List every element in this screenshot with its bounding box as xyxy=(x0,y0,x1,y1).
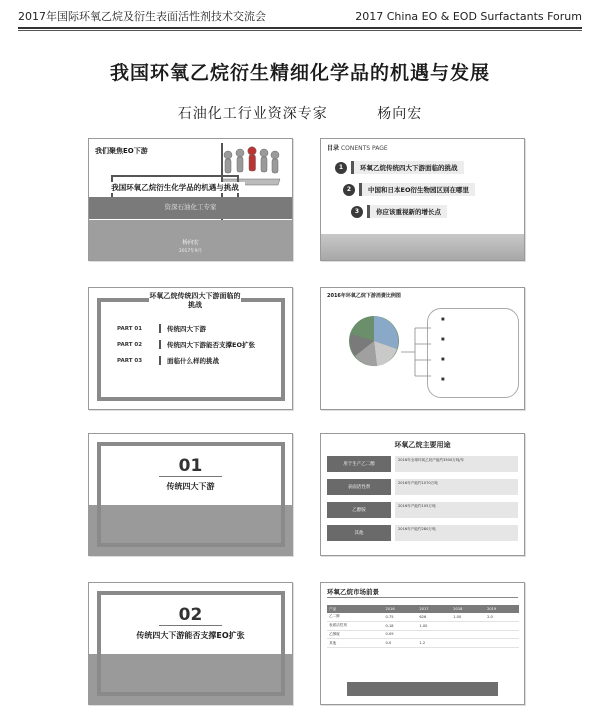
table-cell xyxy=(417,630,451,639)
table-cell xyxy=(451,639,485,648)
header-rule-thin xyxy=(18,30,582,31)
use-row xyxy=(327,525,518,541)
part-row xyxy=(117,340,255,349)
slide-market-outlook xyxy=(320,582,525,705)
item-text: 你应该重视新的增长点 xyxy=(367,205,447,218)
slide-consumption-chart xyxy=(320,287,525,410)
header-right: 2017 China EO & EOD Surfactants Forum xyxy=(355,9,582,23)
page-header xyxy=(18,6,582,26)
part-row xyxy=(117,324,206,333)
table-cell: 0.09 xyxy=(384,630,418,639)
note-band xyxy=(347,682,498,696)
column-header: 2018 xyxy=(451,605,485,613)
legend-box-item: ■ xyxy=(441,376,445,381)
table-cell xyxy=(485,621,519,630)
legend-box-item: ■ xyxy=(441,336,445,341)
table-cell: 1.00 xyxy=(417,621,451,630)
section-rule xyxy=(159,476,222,477)
contents-heading xyxy=(327,143,388,152)
header-rule xyxy=(18,27,582,29)
table-cell: 其他 xyxy=(327,639,384,648)
table-cell: 0.75 xyxy=(384,613,418,621)
table-cell: 乙二醇 xyxy=(327,613,384,621)
chart-heading: 2016年环氧乙烷下游消费比例图 xyxy=(327,293,401,299)
item-text: 环氧乙烷传统四大下游面临的挑战 xyxy=(351,161,464,174)
part-text: 面临什么样的挑战 xyxy=(167,357,219,365)
table-cell: 0.18 xyxy=(384,621,418,630)
part-text: 传统四大下游 xyxy=(167,325,206,333)
slide-contents xyxy=(320,138,525,261)
pie-chart-graphic xyxy=(347,314,401,368)
section-number: 01 xyxy=(178,456,203,476)
item-text: 中国和日本EO衍生物园区别在哪里 xyxy=(359,183,475,196)
use-tag: 用于生产乙二醇 xyxy=(327,456,391,472)
use-text: 2016年产能约280万吨 xyxy=(395,525,518,541)
section-title: 传统四大下游 xyxy=(119,478,262,495)
use-tag: 其他 xyxy=(327,525,391,541)
slide-title: 环氧乙烷传统四大下游面临的挑战 xyxy=(149,292,241,310)
table-row xyxy=(327,639,519,648)
part-divider xyxy=(159,356,161,365)
legend-box xyxy=(427,308,519,398)
presentation-date: 2017年9月 xyxy=(178,249,203,254)
table-row xyxy=(327,621,519,630)
table-row xyxy=(327,630,519,639)
column-header: 产品 xyxy=(327,605,384,613)
table-cell: 乙醇胺 xyxy=(327,630,384,639)
use-row xyxy=(327,456,518,472)
table-cell xyxy=(485,630,519,639)
use-text: 2016年产能约105万吨 xyxy=(395,502,518,518)
table-cell: 表面活性剂 xyxy=(327,621,384,630)
table-cell xyxy=(451,630,485,639)
part-row xyxy=(117,356,219,365)
column-header: 2016 xyxy=(384,605,418,613)
table-cell: 0.0 xyxy=(384,639,418,648)
part-label: PART 03 xyxy=(117,357,143,364)
author-line xyxy=(0,103,600,123)
item-number: 1 xyxy=(335,162,347,174)
slide-title: 环氧乙烷主要用途 xyxy=(394,441,451,449)
section-number: 02 xyxy=(178,605,203,625)
use-tag: 表面活性剂 xyxy=(327,479,391,495)
section-title: 传统四大下游能否支撑EO扩张 xyxy=(103,627,278,644)
author-role: 石油化工行业资深专家 xyxy=(177,106,328,122)
table-cell: 626 xyxy=(417,613,451,621)
contents-heading-cn: 目录 xyxy=(327,145,340,152)
article-title: 我国环氧乙烷衍生精细化学品的机遇与发展 xyxy=(109,62,490,84)
slide-frame xyxy=(97,298,285,401)
column-header: 2017 xyxy=(417,605,451,613)
slide-section-02 xyxy=(88,582,293,705)
column-header: 2019 xyxy=(485,605,519,613)
legend-box-item: ■ xyxy=(441,316,445,321)
use-tag: 乙醇胺 xyxy=(327,502,391,518)
slide-main-uses xyxy=(320,433,525,556)
slide-parts xyxy=(88,287,293,410)
item-number: 3 xyxy=(351,206,363,218)
connector-lines xyxy=(401,322,431,382)
contents-item xyxy=(335,161,464,174)
table-cell: 2.0 xyxy=(485,613,519,621)
slide-title: 环氧乙烷市场前景 xyxy=(327,588,379,596)
slide-section-01 xyxy=(88,433,293,556)
part-label: PART 01 xyxy=(117,325,143,332)
bottom-band xyxy=(321,234,524,260)
use-text: 2016年产能约1070万吨 xyxy=(395,479,518,495)
presenter-name: 杨向宏 xyxy=(182,240,199,246)
table-cell xyxy=(485,639,519,648)
contents-heading-en: CONENTS PAGE xyxy=(340,145,388,152)
part-divider xyxy=(159,340,161,349)
use-row xyxy=(327,479,518,495)
item-number: 2 xyxy=(343,184,355,196)
section-rule xyxy=(159,625,222,626)
table-row xyxy=(327,613,519,621)
use-row xyxy=(327,502,518,518)
contents-item xyxy=(351,205,447,218)
author-name: 杨向宏 xyxy=(377,106,423,122)
slide-heading: 我们聚焦EO下游 xyxy=(95,147,148,155)
table-cell: 1.2 xyxy=(417,639,451,648)
header-left: 2017年国际环氧乙烷及衍生表面活性剂技术交流会 xyxy=(18,10,266,23)
contents-item xyxy=(343,183,475,196)
slide-title: 我国环氧乙烷衍生化学品的机遇与挑战 xyxy=(105,182,245,193)
part-text: 传统四大下游能否支撑EO扩张 xyxy=(167,341,255,349)
part-label: PART 02 xyxy=(117,341,143,348)
table-cell xyxy=(451,621,485,630)
use-text: 2016年全球环氧乙烷产能约3500万吨/年 xyxy=(395,456,518,472)
outlook-table xyxy=(327,605,519,648)
title-rule xyxy=(327,597,518,598)
slide-cover xyxy=(88,138,293,261)
legend-box-item: ■ xyxy=(441,356,445,361)
part-divider xyxy=(159,324,161,333)
slide-subtitle: 资深石油化工专家 xyxy=(164,203,217,211)
table-cell: 1.00 xyxy=(451,613,485,621)
table-header-row xyxy=(327,605,519,613)
